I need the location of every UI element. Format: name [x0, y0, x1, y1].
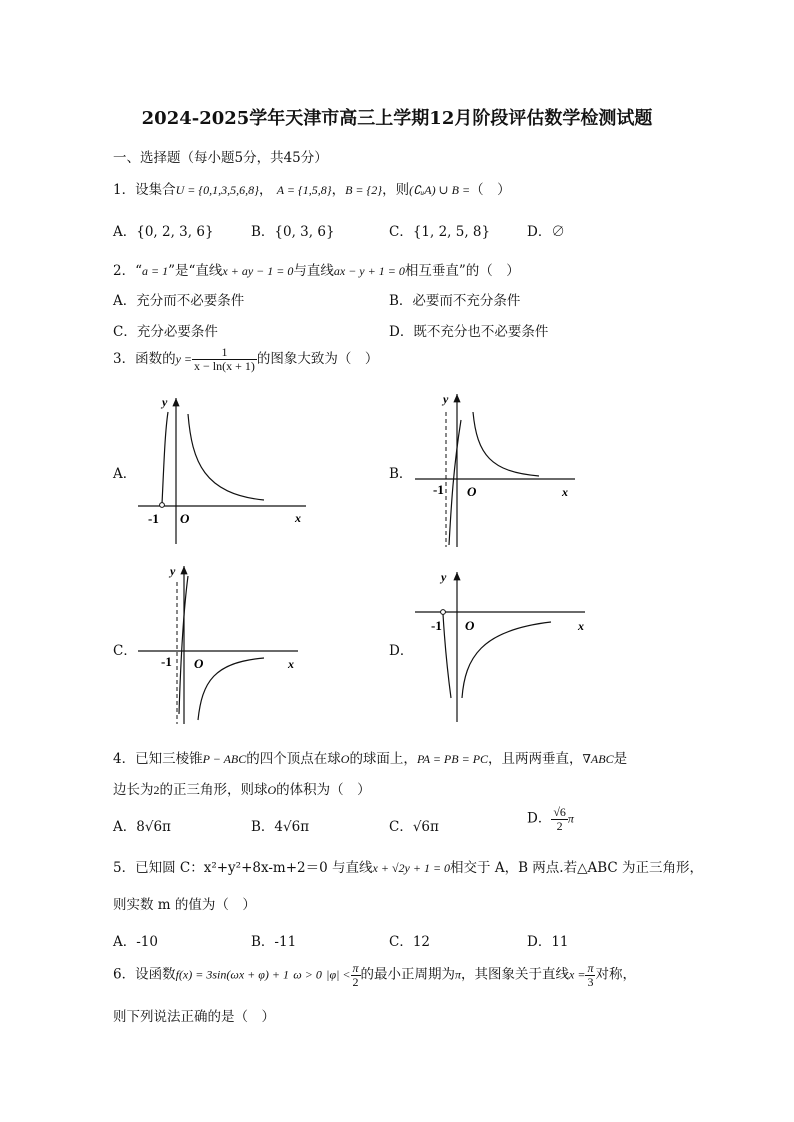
- q1-expression: (∁ᵤA) ∪ B =: [409, 183, 471, 197]
- question-3: [113, 346, 378, 372]
- q2-stem-d: 相互垂直”的（ ）: [404, 263, 520, 279]
- q4-sphere-o: O: [340, 752, 350, 766]
- q3-option-a: A．: [113, 466, 137, 482]
- q4-side-length: 2: [153, 783, 160, 797]
- q4-option-d: [527, 806, 574, 832]
- q1-option-d: D．∅: [527, 224, 565, 240]
- q4-option-d-den: 2: [556, 818, 563, 833]
- q6-two-den: 2: [352, 974, 359, 989]
- q4-option-b: B．4√6π: [251, 819, 310, 835]
- q6-period: π: [455, 967, 462, 982]
- q1-option-c: C．{1, 2, 5, 8}: [389, 224, 491, 240]
- graph-d-y-label: y: [441, 570, 447, 584]
- q6-text-a: 6．设函数: [113, 966, 176, 983]
- q4-equation: PA = PB = PC: [416, 752, 489, 766]
- q4-triangle: ∇ABC: [582, 752, 614, 766]
- q4-option-d-fraction: [551, 806, 568, 832]
- q4-text-f: 边长为: [113, 782, 154, 798]
- q2-stem-a: “: [135, 263, 142, 279]
- q1-set-a: A = {1,5,8}: [276, 183, 332, 197]
- q4-text-g: 的正三角形，则球: [159, 782, 268, 798]
- q4-option-d-pi: π: [567, 811, 574, 826]
- q4-text-c: 的球面上，: [349, 751, 417, 767]
- q3-option-d: D．: [389, 643, 414, 659]
- question-4-line-1: [113, 747, 627, 767]
- q6-pi-num: π: [352, 961, 359, 975]
- q3-number: 3．函数的: [113, 351, 176, 368]
- q4-text-b: 的四个顶点在球: [246, 751, 341, 767]
- q2-line-2: ax − y + 1 = 0: [333, 264, 405, 278]
- question-6-line-1: [113, 962, 636, 988]
- graph-a: [134, 392, 314, 547]
- graph-a-x-label: x: [295, 511, 301, 525]
- q2-option-d: D．既不充分也不必要条件: [389, 324, 549, 340]
- q4-text-e: 是: [613, 751, 628, 767]
- q6-text-c: ，其图象关于直线: [461, 966, 570, 983]
- q3-option-c: C．: [113, 643, 137, 659]
- q2-number: 2．: [113, 263, 136, 279]
- graph-c: [134, 562, 314, 727]
- graph-b-y-label: y: [443, 392, 449, 406]
- q3-option-b: B．: [389, 466, 413, 482]
- q2-option-a: A．充分而不必要条件: [113, 293, 245, 309]
- q1-set-u: U = {0,1,3,5,6,8}: [175, 183, 259, 197]
- q4-text-d: ，且两两垂直，: [488, 751, 583, 767]
- graph-c-curve-right: [198, 658, 264, 720]
- graph-a-open-point: [160, 503, 165, 508]
- q2-option-c: C．充分必要条件: [113, 324, 218, 340]
- question-2: [113, 259, 520, 279]
- q4-text-a: 4．已知三棱锥: [113, 751, 203, 767]
- q3-frac-num: 1: [192, 346, 257, 360]
- graph-c-minus-one: -1: [161, 654, 172, 669]
- graph-a-y-label: y: [162, 395, 168, 409]
- graph-d-origin: O: [465, 618, 475, 633]
- q3-fraction: [192, 346, 257, 372]
- graph-d-curve-left: [443, 614, 451, 698]
- q3-y: y =: [175, 352, 193, 367]
- page-title: 2024-2025学年天津市高三上学期12月阶段评估数学检测试题: [141, 108, 653, 129]
- graph-d: [411, 568, 591, 728]
- q4-option-c: C．√6π: [389, 819, 439, 835]
- q6-pi-over-3: [585, 962, 595, 988]
- q5-text-a: 5．已知圆 C：x²+y²+8x-m+2＝0 与直线: [113, 860, 373, 876]
- q4-pyramid: P − ABC: [202, 752, 247, 766]
- q4-sphere-o-2: O: [267, 783, 277, 797]
- q2-stem-c: 与直线: [293, 263, 334, 279]
- q5-text-b: 相交于 A，B 两点.若△ABC 为正三角形，: [450, 860, 704, 876]
- q3-frac-den: x − ln(x + 1): [194, 358, 255, 373]
- q1-option-b: B．{0, 3, 6}: [251, 224, 335, 240]
- graph-d-open-point: [441, 610, 446, 615]
- graph-c-x-label: x: [288, 657, 294, 671]
- q2-condition: a = 1: [142, 264, 169, 278]
- q6-x-equals: x =: [569, 967, 586, 982]
- graph-a-origin: O: [180, 511, 190, 526]
- q5-option-a: A．-10: [113, 934, 158, 950]
- graph-b-origin: O: [467, 484, 477, 499]
- graph-d-minus-one: -1: [431, 618, 442, 633]
- graph-b-curve-left: [449, 420, 461, 545]
- graph-a-curve-right: [188, 414, 264, 500]
- q6-function: f(x) = 3sin(ωx + φ) + 1: [175, 967, 289, 982]
- q4-text-h: 的体积为（ ）: [276, 782, 371, 798]
- q1-ask: 则: [395, 182, 410, 198]
- q1-option-a: A．{0, 2, 3, 6}: [113, 224, 214, 240]
- q6-pi-over-2: [351, 962, 361, 988]
- q1-set-b: B = {2}: [345, 183, 383, 197]
- q4-option-a: A．8√6π: [113, 819, 171, 835]
- question-5-line-2: 则实数 m 的值为（ ）: [113, 897, 256, 913]
- q3-tail: 的图象大致为（ ）: [256, 351, 379, 368]
- q5-option-c: C．12: [389, 934, 431, 950]
- question-5-line-1: [113, 856, 703, 876]
- q5-option-d: D．11: [527, 934, 569, 950]
- graph-d-x-label: x: [578, 619, 584, 633]
- question-4-line-2: [113, 778, 371, 798]
- graph-b-minus-one: -1: [433, 482, 444, 497]
- q1-number: 1．: [113, 182, 136, 198]
- q2-stem-b: ”是“直线: [168, 263, 223, 279]
- q5-line: x + √2y + 1 = 0: [372, 861, 451, 875]
- q6-pi-num-2: π: [587, 961, 594, 975]
- q6-phi-condition: |φ| <: [326, 967, 351, 982]
- graph-b-curve-right: [473, 412, 539, 476]
- q1-paren: （ ）: [470, 182, 511, 198]
- q6-text-b: 的最小正周期为: [360, 966, 456, 983]
- graph-c-y-label: y: [170, 564, 176, 578]
- q2-option-b: B．必要而不充分条件: [389, 293, 521, 309]
- q4-option-d-num: √6: [553, 805, 566, 819]
- graph-b: [411, 390, 591, 550]
- question-1: 1．设集合U = {0,1,3,5,6,8}， A = {1,5,8}，B = {2}，则(∁ᵤA) ∪ B =（ ）: [113, 182, 511, 198]
- section-heading: 一、选择题（每小题5分，共45分）: [113, 150, 328, 166]
- q1-prefix: 设集合: [135, 182, 176, 198]
- question-6-line-2: 则下列说法正确的是（ ）: [113, 1009, 275, 1025]
- graph-d-curve-right: [462, 622, 551, 698]
- graph-a-curve-left: [162, 412, 168, 504]
- q5-option-b: B．-11: [251, 934, 297, 950]
- q6-three-den: 3: [587, 974, 594, 989]
- graph-c-origin: O: [194, 656, 204, 671]
- graph-a-minus-one: -1: [148, 511, 159, 526]
- q2-line-1: x + ay − 1 = 0: [222, 264, 294, 278]
- q4-option-d-label: D．: [527, 810, 552, 827]
- q6-omega-condition: ω > 0: [293, 967, 322, 982]
- graph-b-x-label: x: [562, 485, 568, 499]
- q6-text-d: 对称，: [595, 966, 636, 983]
